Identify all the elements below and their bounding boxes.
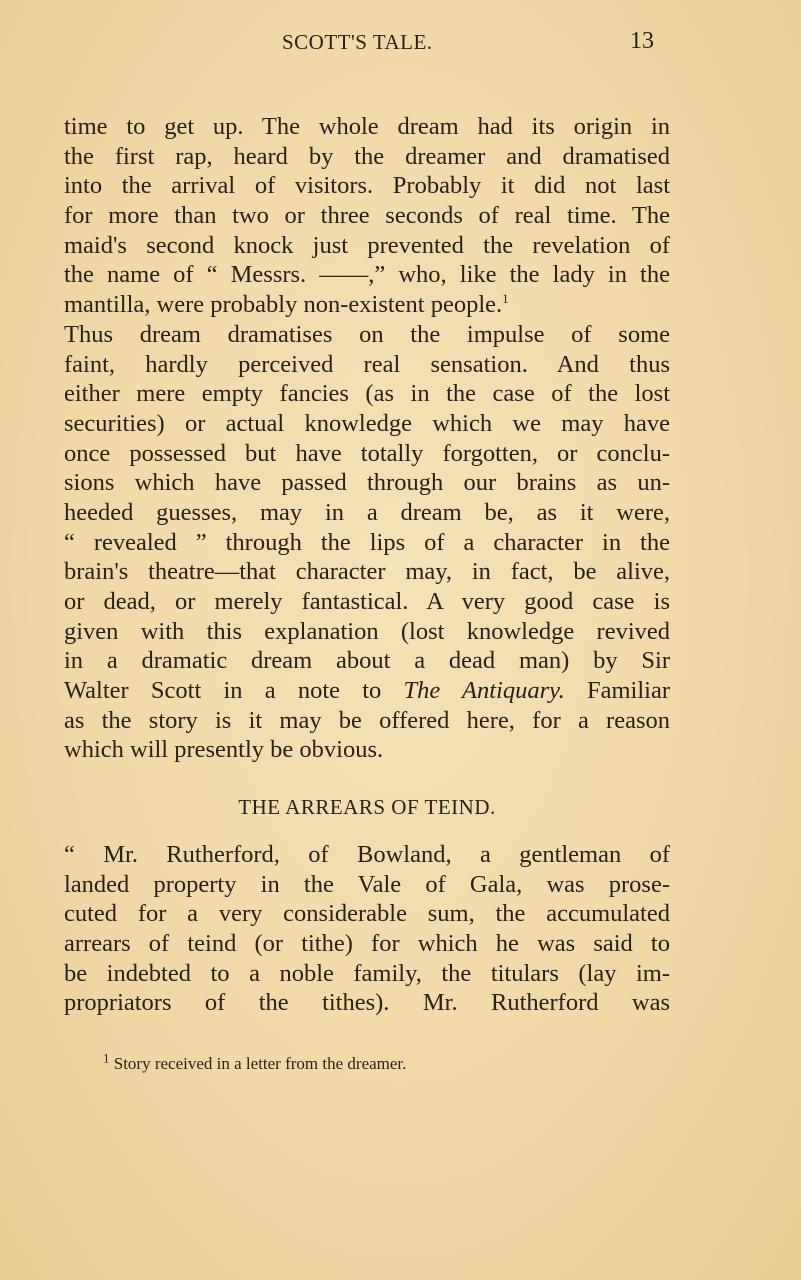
text-line: as the story is it may be offered here, for a reason (64, 706, 670, 734)
text-line: which will presently be obvious. (64, 736, 384, 764)
text-line: into the arrival of visitors. Probably it did not last (64, 172, 670, 200)
text-segment: Familiar (564, 677, 670, 705)
text-line: given with this explanation (lost knowledge revived (64, 617, 670, 645)
footnote-marker: 1 (103, 1050, 110, 1066)
text-line: cuted for a very considerable sum, the accumulated (64, 900, 670, 928)
text-line: Thus dream dramatises on the impulse of some (64, 320, 670, 348)
text-line: the name of “ Messrs. ——,” who, like the lady in the (64, 261, 670, 289)
text-line: brain's theatre—that character may, in fact, be alive, (64, 558, 670, 586)
text-line: propriators of the tithes). Mr. Rutherford was (64, 989, 670, 1017)
book-title: The Antiquary. (403, 677, 565, 705)
text-line: landed property in the Vale of Gala, was prose- (64, 870, 670, 898)
text-line: arrears of teind (or tithe) for which he was said to (64, 929, 670, 957)
paragraph-1 (64, 112, 670, 320)
text-line: sions which have passed through our brains as un- (64, 469, 670, 497)
page-body (64, 112, 670, 1018)
text-segment: Walter Scott in a note to (64, 677, 404, 705)
text-line: maid's second knock just prevented the revelation of (64, 231, 670, 259)
page-number: 13 (630, 28, 654, 54)
text-line: the first rap, heard by the dreamer and dramatised (64, 142, 670, 170)
text-line (64, 290, 670, 320)
footnote (103, 1050, 407, 1074)
text-line: securities) or actual knowledge which we may have (64, 409, 670, 437)
text-line: for more than two or three seconds of real time. The (64, 202, 670, 230)
text-line: heeded guesses, may in a dream be, as it were, (64, 498, 670, 526)
text-line: time to get up. The whole dream had its origin in (64, 113, 670, 140)
paragraph-2 (64, 320, 670, 765)
section-heading: THE ARREARS OF TEIND. (238, 795, 496, 820)
text-line: “ revealed ” through the lips of a character in the (64, 528, 670, 556)
paragraph-3 (64, 840, 670, 1018)
text-line: either mere empty fancies (as in the case of the lost (64, 380, 670, 408)
text-line: faint, hardly perceived real sensation. And thus (64, 350, 670, 378)
text-line: in a dramatic dream about a dead man) by Sir (64, 647, 670, 675)
footnote-text: Story received in a letter from the dreamer. (113, 1054, 407, 1073)
text-line: be indebted to a noble family, the titulars (lay im- (64, 959, 670, 987)
running-title: SCOTT'S TALE. (282, 30, 433, 54)
text-segment: mantilla, were probably non-existent people. (64, 291, 503, 319)
running-header (0, 26, 801, 62)
text-line: once possessed but have totally forgotten, or conclu- (64, 439, 670, 467)
footnote-reference: 1 (502, 290, 509, 306)
text-line: or dead, or merely fantastical. A very good case is (64, 588, 670, 615)
text-line (64, 676, 670, 706)
text-line: “ Mr. Rutherford, of Bowland, a gentleman of (64, 840, 670, 868)
